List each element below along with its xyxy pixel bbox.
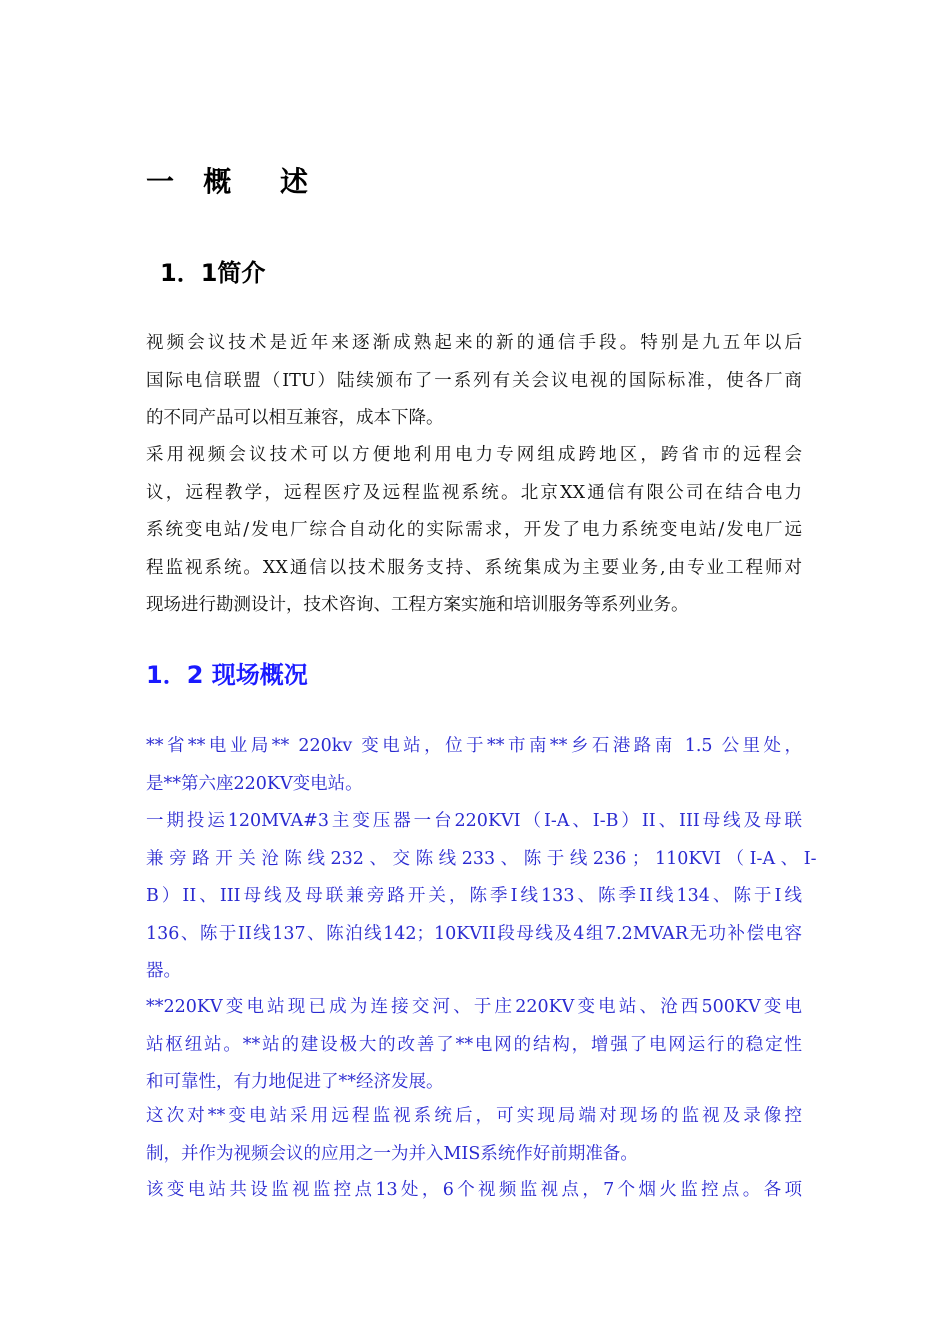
section-1-paragraph-2 — [146, 437, 802, 625]
text-line: 程监视系统。XX通信以技术服务支持、系统集成为主要业务,由专业工程师对 — [146, 557, 802, 578]
text-line: 站枢纽站。**站的建设极大的改善了**电网的结构，增强了电网运行的稳定性 — [146, 1034, 802, 1055]
text-line: 制，并作为视频会议的应用之一为并入MIS系统作好前期准备。 — [146, 1143, 638, 1164]
text-line: 议，远程教学，远程医疗及远程监视系统。北京XX通信有限公司在结合电力 — [146, 482, 802, 503]
text-line: **省**电业局** 220kv 变电站，位于**市南**乡石港路南 1.5 公里处， — [146, 736, 802, 756]
section-1-heading: 1．1简介 — [160, 259, 266, 287]
text-line: 国际电信联盟（ITU）陆续颁布了一系列有关会议电视的国际标准，使各厂商 — [146, 370, 802, 391]
section-1-paragraph-1 — [146, 325, 802, 438]
text-line: 和可靠性，有力地促进了**经济发展。 — [146, 1072, 444, 1092]
section-2-paragraph-4 — [146, 1098, 802, 1173]
text-line: 一期投运120MVA#3主变压器一台220KVI（I-A、I-B）II、III母线及母联 — [146, 811, 802, 831]
text-line: 采用视频会议技术可以方便地利用电力专网组成跨地区，跨省市的远程会 — [146, 445, 802, 465]
section-2-heading: 1．2 现场概况 — [146, 661, 308, 689]
text-line: B）II、III母线及母联兼旁路开关，陈季I线133、陈季II线134、陈于I线 — [146, 886, 802, 906]
text-line: 这次对**变电站采用远程监视系统后，可实现局端对现场的监视及录像控 — [146, 1106, 802, 1126]
text-line: 兼 旁 路 开 关 沧 陈 线 232 、 交 陈 线 233 、 陈 于 线 236 ； 110KVI （ I-A 、 I- — [146, 848, 817, 869]
text-line: 136、陈于II线137、陈泊线142；10KVII段母线及4组7.2MVAR无功补偿电容 — [146, 923, 802, 944]
text-line: 是**第六座220KV变电站。 — [146, 773, 363, 794]
text-line: 现场进行勘测设计，技术咨询、工程方案实施和培训服务等系列业务。 — [146, 595, 689, 615]
section-2-paragraph-5 — [146, 1172, 802, 1210]
text-line: **220KV变电站现已成为连接交河、于庄220KV变电站、沧西500KV变电 — [146, 997, 802, 1017]
text-line: 的不同产品可以相互兼容，成本下降。 — [146, 408, 444, 428]
text-line: 该变电站共设监视监控点13处，6个视频监视点，7个烟火监控点。各项 — [146, 1180, 802, 1200]
section-2-paragraph-3 — [146, 989, 802, 1102]
text-line: 视频会议技术是近年来逐渐成熟起来的新的通信手段。特别是九五年以后 — [146, 333, 802, 353]
text-line: 系统变电站/发电厂综合自动化的实际需求，开发了电力系统变电站/发电厂远 — [146, 520, 802, 540]
section-2-paragraph-1 — [146, 728, 802, 803]
section-2-paragraph-2 — [146, 803, 817, 991]
text-line: 器。 — [146, 961, 181, 981]
chapter-heading: 一 概 述 — [146, 165, 308, 198]
